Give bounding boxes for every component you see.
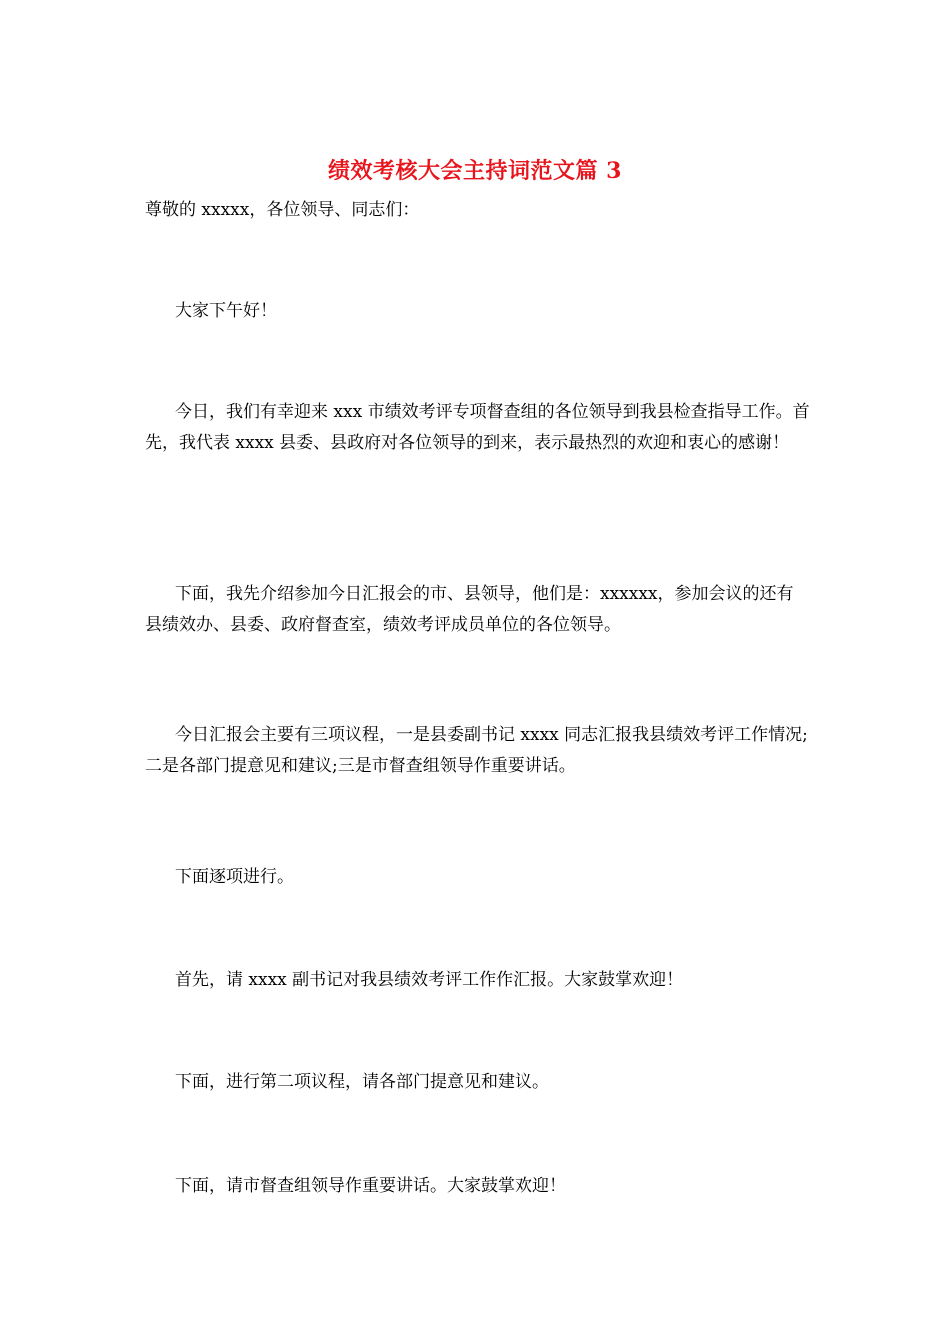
paragraph-first-item: 首先，请 xxxx 副书记对我县绩效考评工作作汇报。大家鼓掌欢迎！ <box>175 970 684 990</box>
paragraph-second-item: 下面，进行第二项议程，请各部门提意见和建议。 <box>175 1072 549 1092</box>
salutation: 尊敬的 xxxxx，各位领导、同志们： <box>145 200 420 220</box>
paragraph-greeting: 大家下午好！ <box>175 301 277 321</box>
document-title: 绩效考核大会主持词范文篇 3 <box>328 158 622 184</box>
paragraph-introduction: 下面，我先介绍参加今日汇报会的市、县领导，他们是：xxxxxx，参加会议的还有县绩效办、县委、政府督查室，绩效考评成员单位的各位领导。 <box>145 584 794 635</box>
paragraph-welcome: 今日，我们有幸迎来 xxx 市绩效考评专项督查组的各位领导到我县检查指导工作。首先，我代表 xxxx 县委、县政府对各位领导的到来，表示最热烈的欢迎和衷心的感谢！ <box>145 402 810 453</box>
paragraph-proceed: 下面逐项进行。 <box>175 867 294 887</box>
paragraph-agenda: 今日汇报会主要有三项议程，一是县委副书记 xxxx 同志汇报我县绩效考评工作情况;二是各部门提意见和建议;三是市督查组领导作重要讲话。 <box>145 725 808 776</box>
paragraph-third-item: 下面，请市督查组领导作重要讲话。大家鼓掌欢迎！ <box>175 1176 566 1196</box>
